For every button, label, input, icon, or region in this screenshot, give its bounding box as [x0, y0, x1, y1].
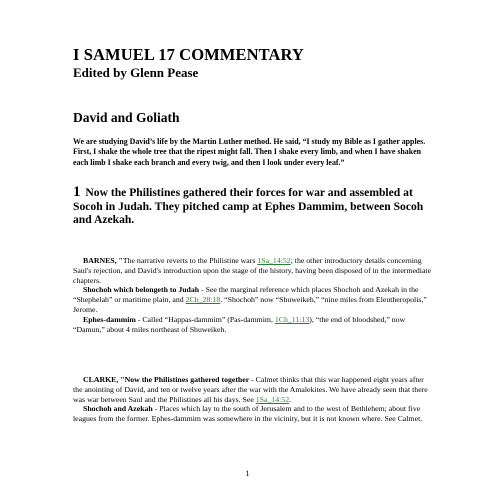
barnes-note-ephes	[73, 315, 433, 335]
barnes-note-ephes-text-1: - Called “Happas-dammim” (Pas-dammim,	[135, 314, 275, 324]
page-number: 1	[245, 469, 250, 478]
clarke-note-shochoh-text: - Places which lay to the south of Jerusalem and to the west of Bethlehem; about five leagues from the former. Ephes-dammim was somewhere in the vicinity, but it is not known where. See Calmet.	[73, 404, 423, 424]
verse-number: 1	[73, 184, 81, 200]
page-title: I SAMUEL 17 COMMENTARY	[73, 45, 304, 64]
clarke-paragraph	[73, 375, 433, 404]
clarke-text-1: - Calmet thinks that this war happened eight years after the anointing of David, and ten or twelve years after the war with the Amalekites. We have already seen that there was war between Saul and the Philistines all his days. See	[73, 375, 428, 404]
intro-paragraph: We are studying David’s life by the Martin Luther method. He said, “I study my Bible as I gather apples. First, I shake the whole tree that the ripest might fall. Then I shake every limb, and when I have shaken each limb I shake each branch and every twig, and then I look under every leaf.”	[73, 137, 426, 167]
barnes-text-1: The narrative reverts to the Philistine wars	[122, 256, 258, 265]
clarke-commentary	[73, 375, 433, 424]
barnes-note-ephes-label: Ephes-dammim	[83, 314, 136, 324]
barnes-note-shochoh-text-1: - See the marginal reference which places Shochoh and Azekah in the “Shephelah” or maritime plain, and	[73, 285, 419, 305]
clarke-note-shochoh	[73, 404, 433, 424]
barnes-reference-link[interactable]: 1Sa_14:52	[257, 256, 291, 265]
barnes-paragraph	[73, 256, 433, 285]
barnes-note-ephes-text-2: ), “the end of bloodshed,” now “Damun,” about 4 miles northeast of Shuweikeh.	[73, 314, 406, 334]
verse-text	[73, 186, 433, 227]
section-heading: David and Goliath	[73, 110, 180, 125]
clarke-text-2: .	[289, 394, 292, 404]
barnes-note-shochoh-reference-link[interactable]: 2Ch_28:18	[185, 295, 221, 305]
clarke-label: CLARKE, "Now the Philistines gathered together	[83, 375, 250, 384]
barnes-commentary	[73, 256, 433, 334]
barnes-note-ephes-reference-link[interactable]: 1Ch_11:13	[274, 314, 310, 324]
clarke-reference-link[interactable]: 1Sa_14:52	[255, 394, 290, 404]
barnes-text-2: ; the other introductory details concerning Saul's rejection, and David's introduction upon the stage of the history, having been disposed of in the intermediate chapters.	[73, 256, 432, 285]
verse-body: Now the Philistines gathered their forces for war and assembled at Socoh in Judah. They pitched camp at Ephes Dammim, between Socoh and Azekah.	[73, 186, 424, 227]
barnes-note-shochoh	[73, 285, 433, 314]
barnes-label: BARNES, "	[83, 256, 123, 265]
barnes-note-shochoh-text-2: . “Shochoh” now “Shuweikeh,” “nine miles from Eleutheropolis,” Jerome.	[73, 295, 427, 314]
editor-credit: Edited by Glenn Pease	[73, 65, 199, 80]
clarke-note-shochoh-label: Shochoh and Azekah	[83, 404, 153, 414]
barnes-note-shochoh-label: Shochoh which belongeth to Judah	[83, 285, 200, 295]
